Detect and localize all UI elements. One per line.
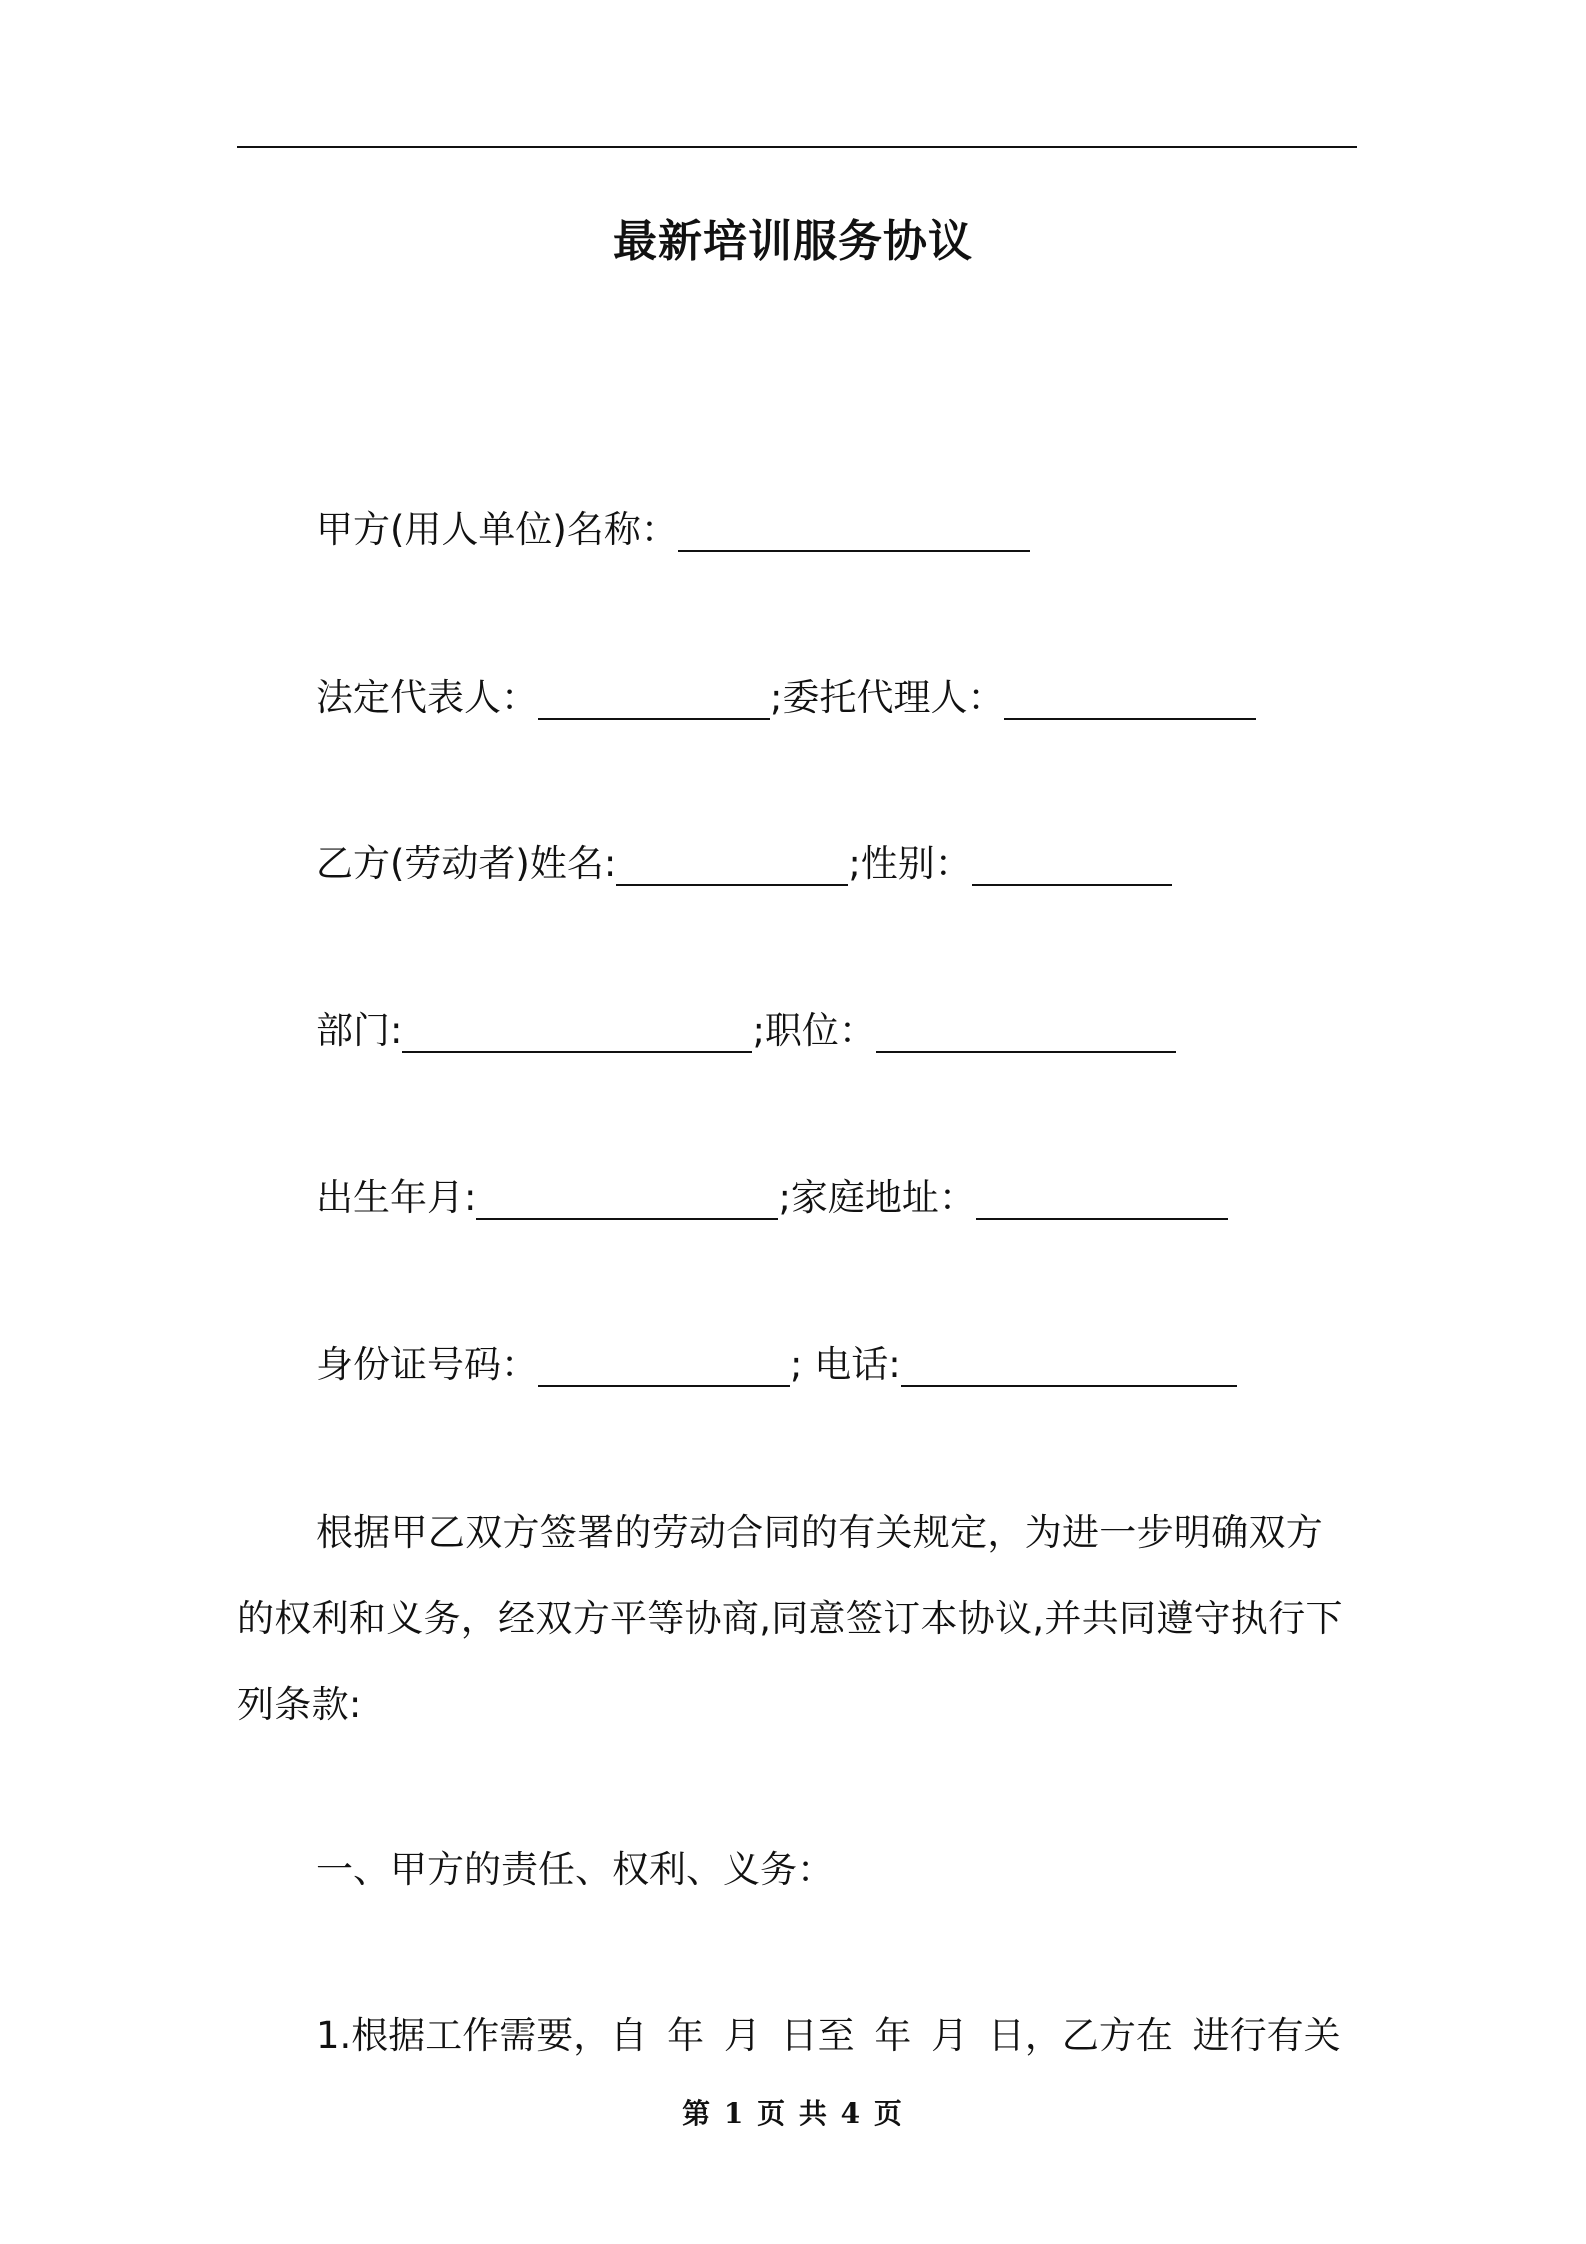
page-indicator: 第 1 页 共 4 页 bbox=[682, 2097, 904, 2130]
phone-label: ; 电话: bbox=[790, 1343, 901, 1386]
intro-paragraph: 根据甲乙双方签署的劳动合同的有关规定，为进一步明确双方的权利和义务，经双方平等协商,同意签订本协议,并共同遵守执行下列条款: bbox=[237, 1511, 1343, 1726]
address-blank[interactable] bbox=[976, 1178, 1228, 1220]
legal-rep-row bbox=[316, 670, 1256, 726]
party-b-name-blank[interactable] bbox=[616, 844, 848, 886]
agent-blank[interactable] bbox=[1004, 678, 1256, 720]
position-blank[interactable] bbox=[876, 1011, 1176, 1053]
agent-label: ;委托代理人： bbox=[770, 676, 1005, 719]
party-a-name-row bbox=[316, 502, 1030, 558]
clause-1: 1.根据工作需要，自 年 月 日至 年 月 日，乙方在 进行有关 bbox=[316, 2014, 1341, 2057]
department-blank[interactable] bbox=[402, 1011, 752, 1053]
phone-blank[interactable] bbox=[901, 1345, 1237, 1387]
address-label: ;家庭地址： bbox=[778, 1176, 976, 1219]
id-label: 身份证号码： bbox=[316, 1343, 538, 1386]
legal-rep-label: 法定代表人： bbox=[316, 676, 538, 719]
section-heading: 一、甲方的责任、权利、义务： bbox=[316, 1848, 834, 1891]
birth-blank[interactable] bbox=[476, 1178, 778, 1220]
party-b-name-row bbox=[316, 836, 1172, 892]
party-b-name-label: 乙方(劳动者)姓名: bbox=[316, 842, 617, 885]
position-label: ;职位： bbox=[752, 1009, 876, 1052]
department-row bbox=[316, 1003, 1176, 1059]
party-a-name-label: 甲方(用人单位)名称： bbox=[316, 508, 678, 551]
birth-row bbox=[316, 1170, 1228, 1226]
gender-blank[interactable] bbox=[972, 844, 1172, 886]
department-label: 部门: bbox=[316, 1009, 403, 1052]
id-blank[interactable] bbox=[538, 1345, 790, 1387]
gender-label: ;性别： bbox=[848, 842, 972, 885]
header-rule bbox=[237, 146, 1357, 148]
party-a-name-blank[interactable] bbox=[678, 510, 1030, 552]
birth-label: 出生年月: bbox=[316, 1176, 477, 1219]
document-title: 最新培训服务协议 bbox=[613, 216, 973, 267]
id-phone-row bbox=[316, 1337, 1237, 1393]
legal-rep-blank[interactable] bbox=[538, 678, 770, 720]
